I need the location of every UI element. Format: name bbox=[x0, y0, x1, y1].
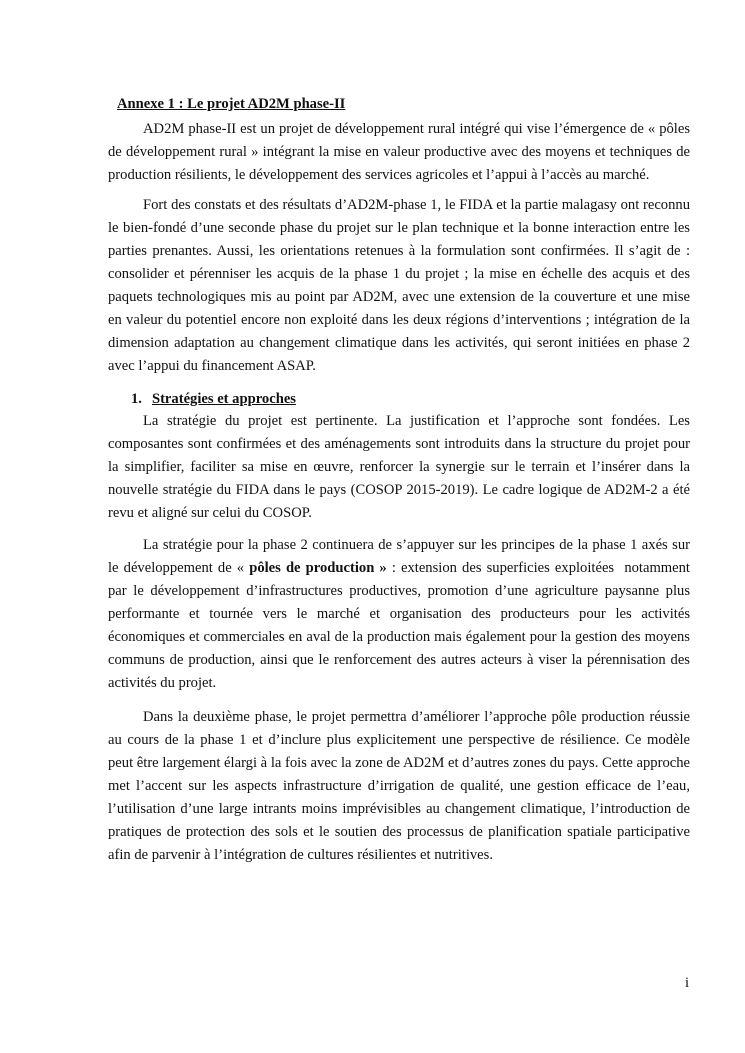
text-line: consolider et pérenniser les acquis de la phase 1 du projet ; la mise en échelle des acquis et des bbox=[108, 266, 690, 282]
text-line: de développement rural » intégrant la mise en valeur productive avec des moyens et techniques de bbox=[108, 144, 690, 160]
text-line: paquets technologiques mis au point par AD2M, avec une extension de la couverture et une mise bbox=[108, 289, 690, 305]
text-line: communs de production, ainsi que le renforcement des autres acteurs à viser la pérennisation des bbox=[108, 652, 690, 668]
text-line: pratiques de protection des sols et le soutien des processus de planification spatiale participative bbox=[108, 824, 690, 840]
text-line: le bien-fondé d’une seconde phase du projet sur le plan technique et la bonne interaction entre les bbox=[108, 220, 690, 236]
text-line: en valeur du potentiel encore non exploité dans les deux régions d’interventions ; intégration de la bbox=[108, 312, 690, 328]
text-segment: le développement de « bbox=[108, 560, 250, 576]
text-line: économiques et commerciales en aval de la production mais également pour la gestion des moyens bbox=[108, 629, 690, 645]
text-line: nouvelle stratégie du FIDA dans le pays (COSOP 2015-2019). Le cadre logique de AD2M-2 a été bbox=[108, 482, 690, 498]
text-line: peut être largement élargi à la fois avec la zone de AD2M et d’autres zones du pays. Cette approche bbox=[108, 755, 690, 771]
bold-term: pôles de production » bbox=[249, 560, 387, 576]
paragraph-intro bbox=[108, 118, 690, 187]
annex-title: Annexe 1 : Le projet AD2M phase-II bbox=[117, 96, 346, 112]
page-number: i bbox=[685, 975, 690, 991]
text-line: Dans la deuxième phase, le projet permettra d’améliorer l’approche pôle production réussie bbox=[143, 709, 690, 725]
paragraph-strategy bbox=[108, 410, 690, 525]
text-line: dimension adaptation au changement climatique dans les activités, qui seront initiées en phase 2 bbox=[108, 335, 690, 351]
text-line: parties prenantes. Aussi, les orientations retenues à la formulation sont confirmées. Il s’agit de : bbox=[108, 243, 690, 259]
text-line: activités du projet. bbox=[108, 675, 217, 691]
text-line: par le développement d’infrastructures productives, promotion d’une agriculture paysanne plus bbox=[108, 583, 690, 599]
text-line: La stratégie du projet est pertinente. La justification et l’approche sont fondées. Les bbox=[143, 413, 690, 429]
paragraph-phase2-strategy bbox=[108, 534, 690, 695]
text-line bbox=[108, 557, 690, 580]
paragraph-phase1-results bbox=[108, 194, 690, 378]
text-line: Fort des constats et des résultats d’AD2M-phase 1, le FIDA et la partie malagasy ont reconnu bbox=[143, 197, 690, 213]
text-line: production résilients, le développement des services agricoles et l’appui à l’accès au marché. bbox=[108, 167, 650, 183]
section-title: Stratégies et approches bbox=[151, 391, 296, 407]
text-line: composantes sont confirmées et des aménagements sont introduits dans la structure du projet pour bbox=[108, 436, 690, 452]
text-line: au cours de la phase 1 et d’inclure plus explicitement une perspective de résilience. Ce modèle bbox=[108, 732, 690, 748]
text-line: met l’accent sur les aspects infrastructure d’irrigation de qualité, une gestion efficace de l’eau, bbox=[108, 778, 690, 794]
text-line: La stratégie pour la phase 2 continuera de s’appuyer sur les principes de la phase 1 axés sur bbox=[143, 537, 690, 553]
text-line: avec l’appui du financement ASAP. bbox=[108, 358, 316, 374]
text-line: performante et tournée vers le marché et organisation des producteurs pour les activités bbox=[108, 606, 690, 622]
text-line: la simplifier, faciliter sa mise en œuvre, renforcer la synergie sur le terrain et l’insérer dans la bbox=[108, 459, 690, 475]
section-heading bbox=[131, 388, 296, 411]
text-line: afin de parvenir à l’intégration de cultures résilientes et nutritives. bbox=[108, 847, 493, 863]
text-line: AD2M phase-II est un projet de développement rural intégré qui vise l’émergence de « pôles bbox=[143, 121, 690, 137]
section-number: 1. bbox=[131, 391, 142, 407]
text-line: revu et aligné sur celui du COSOP. bbox=[108, 505, 312, 521]
text-segment: : extension des superficies exploitées notamment bbox=[386, 560, 690, 576]
text-line: l’utilisation d’une large intrants moins imprévisibles au changement climatique, l’introduction de bbox=[108, 801, 690, 817]
paragraph-second-phase bbox=[108, 706, 690, 867]
